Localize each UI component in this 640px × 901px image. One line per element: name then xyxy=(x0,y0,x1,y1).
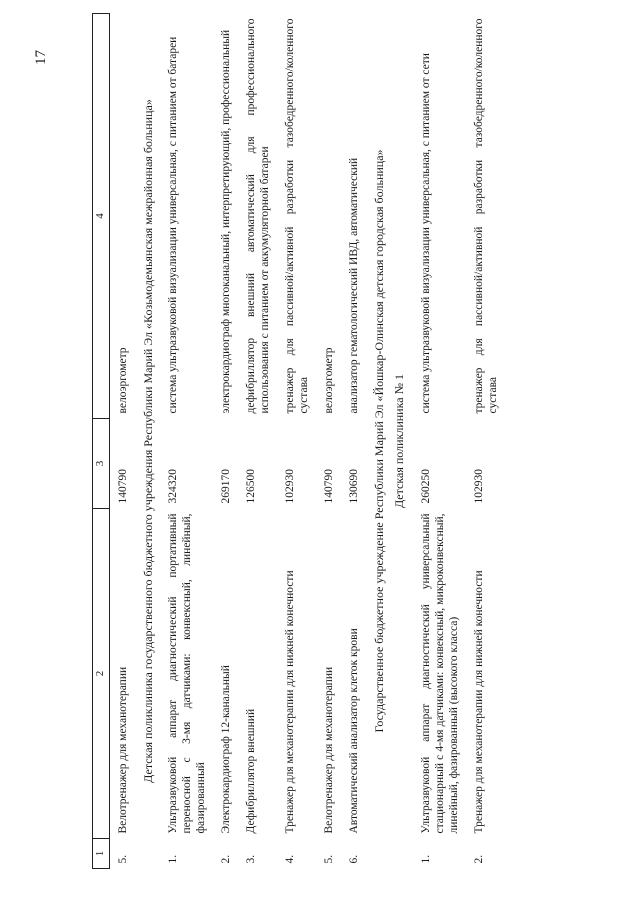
row-number: 4. xyxy=(283,854,296,864)
equipment-price: 102930 xyxy=(473,469,486,504)
equipment-price: 102930 xyxy=(283,469,296,504)
equipment-description: электрокардиограф многоканальный, интерпретирующий, профессиональный xyxy=(219,29,232,414)
table-header-row xyxy=(93,14,110,869)
table-row xyxy=(316,14,341,869)
row-number: 2. xyxy=(219,854,232,864)
section-title: Детская поликлиника государственного бюджетного учреждения Республики Марий Эл «Козьмодемьянская межрайонная больница» xyxy=(141,99,156,783)
row-number: 6. xyxy=(347,854,360,864)
equipment-description: тренажер для пассивной/активной разработки тазобедренного/коленного сустава xyxy=(473,18,500,414)
equipment-description: велоэргометр xyxy=(117,347,129,414)
equipment-price: 269170 xyxy=(219,469,232,504)
section-heading-row xyxy=(135,14,160,869)
equipment-name: Тренажер для механотерапии для нижней конечности xyxy=(473,570,486,834)
equipment-price: 140790 xyxy=(117,469,129,504)
row-number: 1. xyxy=(420,854,433,864)
section-title: Государственное бюджетное учреждение Республики Марий Эл «Йошкар-Олинская детская городская больница» xyxy=(371,149,386,733)
table-row xyxy=(238,14,277,869)
row-number: 1. xyxy=(166,854,179,864)
equipment-name: Велотренажер для механотерапии xyxy=(322,666,335,834)
subsection-title: Детская поликлиника № 1 xyxy=(392,373,407,509)
row-number: 5. xyxy=(322,854,335,864)
equipment-price: 324320 xyxy=(166,469,179,504)
equipment-description: велоэргометр xyxy=(322,347,335,414)
table-row xyxy=(466,14,505,869)
table-row xyxy=(341,14,366,869)
table-row xyxy=(160,14,213,869)
row-number: 3. xyxy=(244,854,257,864)
table-row xyxy=(110,14,136,869)
equipment-price: 130690 xyxy=(347,469,360,504)
table-row xyxy=(213,14,238,869)
equipment-name: Велотренажер для механотерапии xyxy=(117,666,129,834)
equipment-description: система ультразвуковой визуализации универсальная, с питанием от батареи xyxy=(166,36,179,414)
row-number: 5. xyxy=(117,854,129,864)
equipment-price: 126500 xyxy=(244,469,257,504)
table-row xyxy=(277,14,316,869)
equipment-description: тренажер для пассивной/активной разработки тазобедренного/коленного сустава xyxy=(283,18,310,414)
equipment-name: Ультразвуковой аппарат диагностический универсальный стационарный с 4-мя датчиками: конвексный, микроконвексный, линейный, фазированный (высокого класса) xyxy=(420,513,461,834)
equipment-name: Ультразвуковой аппарат диагностический портативный переносной с 3-мя датчиками: конвексный, линейный, фазированный xyxy=(166,513,207,834)
equipment-description: анализатор гематологический ИВД, автоматический xyxy=(347,157,360,414)
column-header: 4 xyxy=(93,14,110,419)
column-header: 1 xyxy=(93,839,110,869)
equipment-description: система ультразвуковой визуализации универсальная, с питанием от сети xyxy=(420,53,433,414)
equipment-price: 140790 xyxy=(322,469,335,504)
section-heading-row xyxy=(366,14,391,869)
subsection-heading-row xyxy=(390,14,413,869)
equipment-description: дефибриллятор внешний автоматический для профессионального использования с питанием от аккумуляторной батареи xyxy=(244,18,271,414)
equipment-name: Электрокардиограф 12-канальный xyxy=(219,665,232,834)
equipment-table xyxy=(92,13,505,869)
table-row xyxy=(413,14,466,869)
equipment-name: Автоматический анализатор клеток крови xyxy=(347,628,360,834)
row-number: 2. xyxy=(473,854,486,864)
equipment-name: Тренажер для механотерапии для нижней конечности xyxy=(283,570,296,834)
page-number: 17 xyxy=(33,50,49,65)
equipment-name: Дефибриллятор внешний xyxy=(244,708,257,834)
column-header: 3 xyxy=(93,419,110,509)
equipment-price: 260250 xyxy=(420,469,433,504)
column-header: 2 xyxy=(93,509,110,839)
